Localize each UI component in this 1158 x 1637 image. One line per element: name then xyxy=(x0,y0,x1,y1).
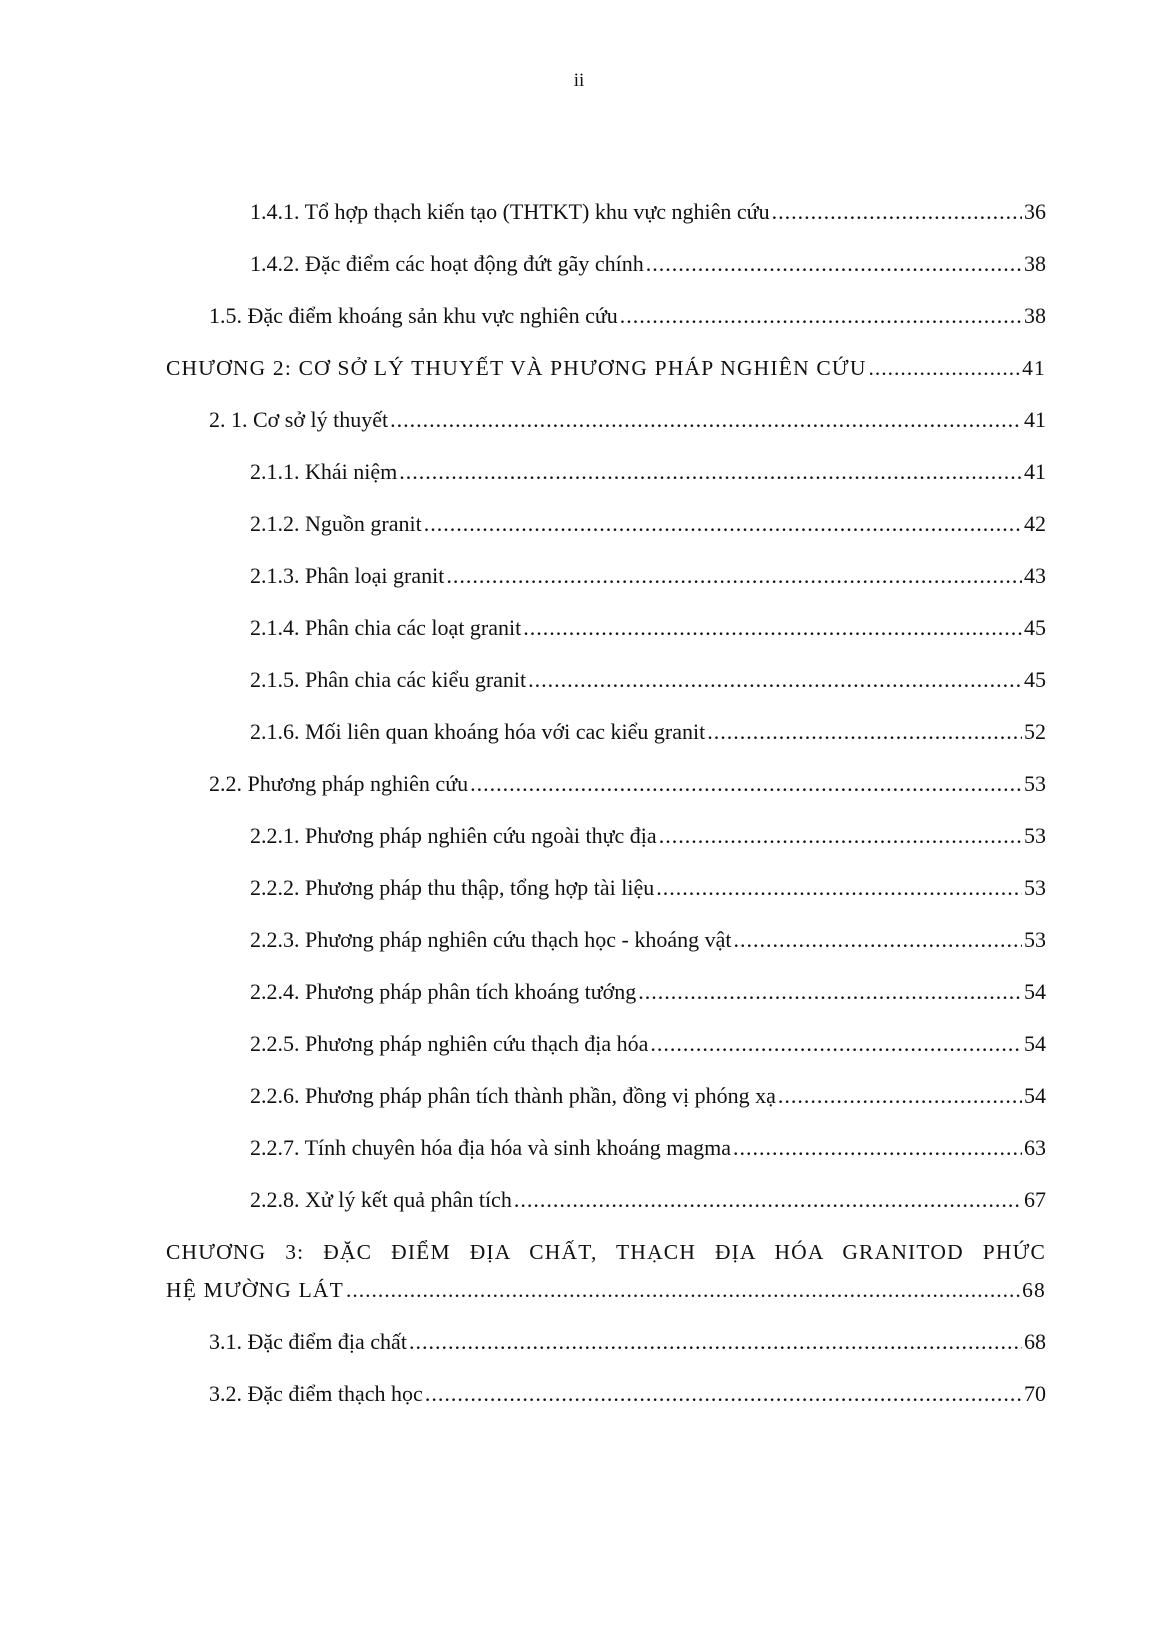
toc-entry-2-2-1[interactable] xyxy=(250,821,1046,851)
dot-leader xyxy=(733,1133,1022,1163)
toc-entry-label: 2.2.4. Phương pháp phân tích khoáng tướng xyxy=(250,979,637,1004)
toc-entry-label: 2.2.8. Xử lý kết quả phân tích xyxy=(250,1187,512,1212)
toc-entry-chapter-3-line-1[interactable]: CHƯƠNG 3: ĐẶC ĐIỂM ĐỊA CHẤT, THẠCH ĐỊA HÓA GRANITOD PHỨC xyxy=(166,1240,1046,1264)
toc-entry-page: 53 xyxy=(1024,771,1046,796)
toc-entry-2-2-4[interactable] xyxy=(250,977,1046,1007)
dot-leader xyxy=(399,457,1022,487)
toc-entry-page: 38 xyxy=(1024,251,1046,276)
dot-leader xyxy=(409,1327,1022,1357)
toc-entry-page: 68 xyxy=(1024,1329,1046,1354)
dot-leader xyxy=(772,197,1022,227)
toc-entry-page: 67 xyxy=(1024,1187,1046,1212)
toc-entry-page: 45 xyxy=(1024,667,1046,692)
dot-leader xyxy=(778,1081,1022,1111)
dot-leader xyxy=(734,925,1023,955)
toc-entry-page: 70 xyxy=(1024,1381,1046,1406)
toc-entry-label: 3.2. Đặc điểm thạch học xyxy=(209,1381,423,1406)
toc-entry-2-2-2[interactable] xyxy=(250,873,1046,903)
toc-entry-page: 53 xyxy=(1024,927,1046,952)
dot-leader xyxy=(656,873,1022,903)
toc-entry-page: 68 xyxy=(1022,1278,1046,1302)
toc-entry-2-1-2[interactable] xyxy=(250,509,1046,539)
dot-leader xyxy=(638,977,1022,1007)
toc-entry-1-4-2[interactable] xyxy=(250,249,1046,279)
toc-entry-chapter-2[interactable] xyxy=(166,353,1046,383)
toc-entry-page: 43 xyxy=(1024,563,1046,588)
toc-entry-label: 3.1. Đặc điểm địa chất xyxy=(209,1329,407,1354)
dot-leader xyxy=(869,353,1021,383)
dot-leader xyxy=(620,301,1022,331)
toc-entry-label: CHƯƠNG 2: CƠ SỞ LÝ THUYẾT VÀ PHƯƠNG PHÁP NGHIÊN CỨU xyxy=(166,356,867,380)
toc-entry-page: 54 xyxy=(1024,1031,1046,1056)
toc-entry-label: 2.1.1. Khái niệm xyxy=(250,459,398,484)
toc-entry-page: 54 xyxy=(1024,979,1046,1004)
toc-entry-label: 2.1.2. Nguồn granit xyxy=(250,511,422,536)
dot-leader xyxy=(523,613,1022,643)
toc-entry-label: 2. 1. Cơ sở lý thuyết xyxy=(209,407,389,432)
toc-entry-page: 42 xyxy=(1024,511,1046,536)
toc-entry-2-1-4[interactable] xyxy=(250,613,1046,643)
toc-entry-label: 1.4.1. Tổ hợp thạch kiến tạo (THTKT) khu vực nghiên cứu xyxy=(250,199,770,224)
toc-entry-page: 45 xyxy=(1024,615,1046,640)
toc-entry-label: 2.2. Phương pháp nghiên cứu xyxy=(209,771,469,796)
toc-entry-label: HỆ MƯỜNG LÁT xyxy=(166,1278,344,1302)
page-number: ii xyxy=(573,70,585,91)
toc-entry-2-1-1[interactable] xyxy=(250,457,1046,487)
dot-leader xyxy=(446,561,1022,591)
toc-entry-2-1[interactable] xyxy=(209,405,1046,435)
toc-entry-2-2-3[interactable] xyxy=(250,925,1046,955)
toc-entry-label: 2.2.5. Phương pháp nghiên cứu thạch địa hóa xyxy=(250,1031,649,1056)
toc-entry-label: 2.2.1. Phương pháp nghiên cứu ngoài thực địa xyxy=(250,823,657,848)
toc-entry-2-2[interactable] xyxy=(209,769,1046,799)
toc-entry-page: 53 xyxy=(1024,823,1046,848)
dot-leader xyxy=(659,821,1022,851)
toc-entry-page: 41 xyxy=(1024,407,1046,432)
toc-entry-label: 2.1.4. Phân chia các loạt granit xyxy=(250,615,522,640)
toc-entry-page: 41 xyxy=(1024,459,1046,484)
toc-entry-page: 41 xyxy=(1022,356,1046,380)
dot-leader xyxy=(650,1029,1022,1059)
dot-leader xyxy=(470,769,1022,799)
dot-leader xyxy=(528,665,1022,695)
toc-entry-page: 36 xyxy=(1024,199,1046,224)
toc-entry-1-5[interactable] xyxy=(209,301,1046,331)
toc-entry-page: 53 xyxy=(1024,875,1046,900)
toc-entry-page: 54 xyxy=(1024,1083,1046,1108)
toc-entry-3-1[interactable] xyxy=(209,1327,1046,1357)
dot-leader xyxy=(646,249,1022,279)
dot-leader xyxy=(346,1275,1020,1305)
toc-entry-2-2-5[interactable] xyxy=(250,1029,1046,1059)
dot-leader xyxy=(707,717,1022,747)
dot-leader xyxy=(514,1185,1022,1215)
toc-entry-2-1-5[interactable] xyxy=(250,665,1046,695)
dot-leader xyxy=(425,1379,1022,1409)
toc-entry-label: 2.2.7. Tính chuyên hóa địa hóa và sinh khoáng magma xyxy=(250,1135,732,1160)
toc-entry-2-1-6[interactable] xyxy=(250,717,1046,747)
toc-entry-label: 2.1.5. Phân chia các kiểu granit xyxy=(250,667,527,692)
toc-entry-3-2[interactable] xyxy=(209,1379,1046,1409)
toc-entry-label: 1.5. Đặc điểm khoáng sản khu vực nghiên cứu xyxy=(209,303,618,328)
toc-entry-2-2-6[interactable] xyxy=(250,1081,1046,1111)
toc-entry-page: 52 xyxy=(1024,719,1046,744)
toc-entry-label: 2.2.3. Phương pháp nghiên cứu thạch học - khoáng vật xyxy=(250,927,732,952)
toc-entry-label: 2.1.6. Mối liên quan khoáng hóa với cac kiểu granit xyxy=(250,719,706,744)
toc-entry-page: 63 xyxy=(1024,1135,1046,1160)
toc-entry-label: 1.4.2. Đặc điểm các hoạt động đứt gãy chính xyxy=(250,251,644,276)
toc-entry-2-1-3[interactable] xyxy=(250,561,1046,591)
toc-entry-label: 2.1.3. Phân loại granit xyxy=(250,563,445,588)
toc-entry-1-4-1[interactable] xyxy=(250,197,1046,227)
toc-entry-2-2-7[interactable] xyxy=(250,1133,1046,1163)
toc-entry-page: 38 xyxy=(1024,303,1046,328)
toc-entry-chapter-3[interactable] xyxy=(166,1275,1046,1305)
dot-leader xyxy=(424,509,1022,539)
dot-leader xyxy=(390,405,1022,435)
toc-entry-2-2-8[interactable] xyxy=(250,1185,1046,1215)
toc-entry-label: 2.2.6. Phương pháp phân tích thành phần, đồng vị phóng xạ xyxy=(250,1083,776,1108)
toc-entry-label: 2.2.2. Phương pháp thu thập, tổng hợp tài liệu xyxy=(250,875,655,900)
